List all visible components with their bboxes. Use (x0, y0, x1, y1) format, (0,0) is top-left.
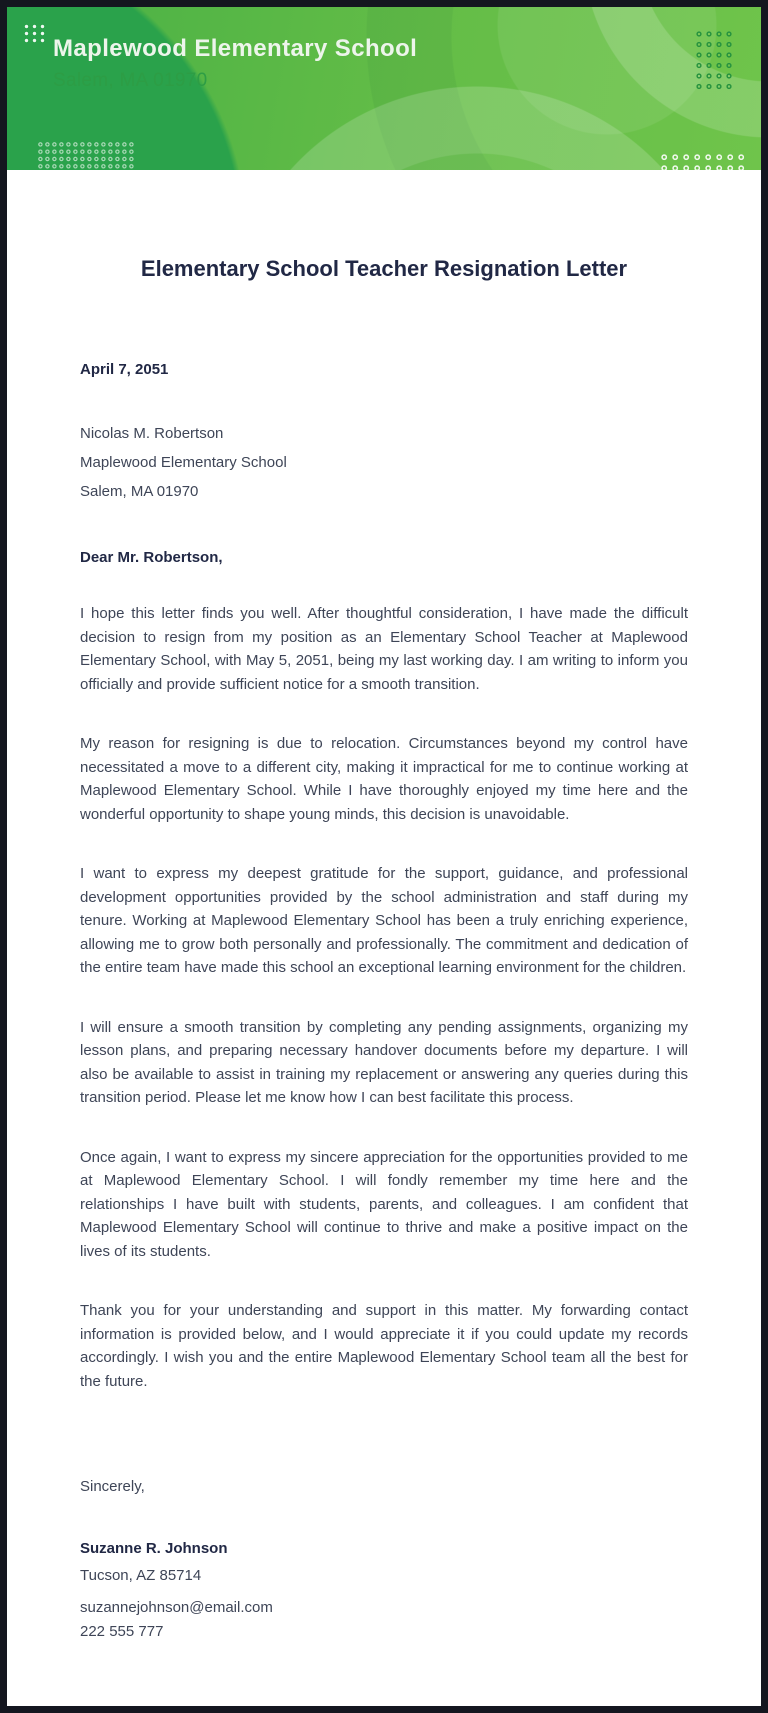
paragraph-2: My reason for resigning is due to relocation. Circumstances beyond my control have necessitated a move to a different city, making it impractical for me to continue working at Maplewood Elementary School. While I have thoroughly enjoyed my time here and the wonderful opportunity to shape young minds, this decision is unavoidable. (80, 735, 688, 823)
letter-content (7, 252, 761, 1643)
salutation: Dear Mr. Robertson, (80, 549, 223, 566)
recipient-block (80, 422, 688, 503)
banner-text-block (53, 35, 417, 92)
signature-phone: 222 555 777 (80, 1622, 164, 1640)
letter-date: April 7, 2051 (80, 361, 169, 378)
paragraph-3: I want to express my deepest gratitude for the support, guidance, and professional development opportunities provided by the school administration and staff during my tenure. Working at Maplewood Elementary School has been a truly enriching experience, allowing me to grow both personally and professionally. The commitment and dedication of the entire team have made this school an exceptional learning environment for the children. (80, 865, 688, 976)
letter-title: Elementary School Teacher Resignation Letter (140, 256, 628, 281)
paragraph-1: I hope this letter finds you well. After thoughtful consideration, I have made the difficult decision to resign from my position as an Elementary School Teacher at Maplewood Elementary School, with May 5, 2051, being my last working day. I am writing to inform you officially and provide sufficient notice for a smooth transition. (80, 605, 688, 693)
dot-grid-right-upper-icon (696, 31, 733, 94)
recipient-location: Salem, MA 01970 (80, 483, 199, 500)
header-banner (7, 7, 761, 170)
dot-grid-top-left-icon (24, 24, 46, 44)
dot-grid-bottom-right-icon (661, 154, 745, 170)
signature-email: suzannejohnson@email.com (80, 1599, 273, 1616)
school-address: Salem, MA 01970 (53, 70, 208, 91)
signature-contact-block (80, 1596, 688, 1643)
school-name: Maplewood Elementary School (53, 35, 418, 62)
paragraph-6: Thank you for your understanding and support in this matter. My forwarding contact information is provided below, and I would appreciate it if you could update my records accordingly. I wish you and the entire Maplewood Elementary School team all the best for the future. (80, 1302, 688, 1390)
signature-location: Tucson, AZ 85714 (80, 1567, 202, 1584)
dot-grid-bottom-left-icon (38, 142, 135, 170)
paragraph-4: I will ensure a smooth transition by completing any pending assignments, organizing my lesson plans, and preparing necessary handover documents before my departure. I will also be available to assist in training my replacement or answering any queries during this transition period. Please let me know how I can best facilitate this process. (80, 1018, 688, 1106)
recipient-organization: Maplewood Elementary School (80, 454, 287, 471)
closing: Sincerely, (80, 1478, 145, 1495)
signature-name: Suzanne R. Johnson (80, 1540, 228, 1557)
recipient-name: Nicolas M. Robertson (80, 425, 224, 442)
paragraph-5: Once again, I want to express my sincere appreciation for the opportunities provided to me at Maplewood Elementary School. I will fondly remember my time here and the relationships I have built with students, parents, and colleagues. I am confident that Maplewood Elementary School will continue to thrive and make a positive impact on the lives of its students. (80, 1148, 688, 1260)
